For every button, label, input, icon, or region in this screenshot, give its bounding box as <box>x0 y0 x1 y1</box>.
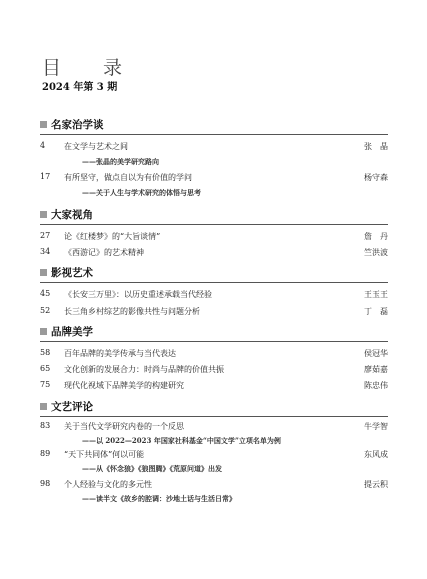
entry-author: 王玉王 <box>364 290 388 299</box>
entry-title: 长三角乡村综艺的影像共性与问题分析 <box>64 307 200 316</box>
section-wenyi <box>40 399 388 503</box>
toc-entry[interactable] <box>40 289 388 303</box>
entry-author: 丁 磊 <box>364 307 388 316</box>
toc-entry[interactable] <box>40 421 388 435</box>
entry-author: 提云积 <box>364 480 388 489</box>
toc-entry[interactable] <box>40 380 388 394</box>
section-dajia <box>40 207 388 257</box>
entry-page: 83 <box>40 421 51 430</box>
entry-author: 东风成 <box>364 450 388 459</box>
entry-page: 45 <box>40 289 51 298</box>
section-heading: 文艺评论 <box>51 401 93 413</box>
entry-title: 关于当代文学研究内卷的一个反思 <box>64 422 184 431</box>
entry-title: 文化创新的发展合力：时尚与品牌的价值共振 <box>64 365 224 374</box>
entry-author: 竺洪波 <box>364 248 388 257</box>
entry-page: 65 <box>40 364 51 373</box>
section-heading: 名家治学谈 <box>51 119 104 131</box>
section-mingjia <box>40 117 388 197</box>
section-yingshi <box>40 265 388 316</box>
entry-author: 陈忠伟 <box>364 381 388 390</box>
entry-author: 张 晶 <box>364 142 388 151</box>
entry-subtitle: ——从《怀念狼》《狼图腾》《荒原问道》出发 <box>82 464 222 473</box>
entry-author: 廖茹嘉 <box>364 365 388 374</box>
toc-entry[interactable] <box>40 141 388 155</box>
section-divider <box>40 134 388 135</box>
toc-entry[interactable] <box>40 172 388 186</box>
entry-author: 杨守森 <box>364 173 388 182</box>
toc-entry[interactable] <box>40 348 388 362</box>
toc-entry[interactable] <box>40 231 388 245</box>
section-heading: 影视艺术 <box>51 267 93 279</box>
section-divider <box>40 416 388 417</box>
entry-subtitle: ——关于人生与学术研究的体悟与思考 <box>82 188 201 197</box>
entry-page: 27 <box>40 231 51 240</box>
entry-author: 牛学智 <box>364 422 388 431</box>
section-heading: 品牌美学 <box>51 326 93 338</box>
section-marker-icon <box>40 121 47 128</box>
entry-page: 75 <box>40 380 51 389</box>
entry-title: 《长安三万里》：以历史重述承载当代经验 <box>64 290 212 299</box>
section-pinpai <box>40 324 388 390</box>
entry-title: 个人经验与文化的多元性 <box>64 480 152 489</box>
section-marker-icon <box>40 269 47 276</box>
section-marker-icon <box>40 328 47 335</box>
section-divider <box>40 341 388 342</box>
entry-subtitle: ——读半文《故乡的腔调：沙地土话与生活日常》 <box>82 494 236 503</box>
section-marker-icon <box>40 403 47 410</box>
entry-title: “天下共同体”何以可能 <box>64 450 145 459</box>
entry-page: 98 <box>40 479 51 488</box>
entry-title: 有所坚守，做点自以为有价值的学问 <box>64 173 192 182</box>
toc-entry[interactable] <box>40 364 388 378</box>
entry-page: 4 <box>40 141 46 150</box>
toc-entry[interactable] <box>40 479 388 493</box>
entry-title: 百年品牌的美学传承与当代表达 <box>64 349 176 358</box>
section-divider <box>40 224 388 225</box>
toc-entry[interactable] <box>40 247 388 261</box>
entry-title: 在文学与艺术之间 <box>64 142 128 151</box>
entry-title: 《西游记》的艺术精神 <box>64 248 144 257</box>
section-marker-icon <box>40 211 47 218</box>
entry-page: 17 <box>40 172 51 181</box>
entry-subtitle: ——张晶的美学研究路向 <box>82 157 159 166</box>
entry-title: 现代化视域下品牌美学的构建研究 <box>64 381 184 390</box>
entry-page: 34 <box>40 247 51 256</box>
entry-title: 论《红楼梦》的“大旨谈情” <box>64 232 161 241</box>
entry-page: 58 <box>40 348 51 357</box>
entry-page: 52 <box>40 306 51 315</box>
entry-subtitle: ——以 2022—2023 年国家社科基金“中国文学”立项名单为例 <box>82 436 281 445</box>
page-title: 目 录 <box>42 57 141 79</box>
entry-page: 89 <box>40 449 51 458</box>
toc-entry[interactable] <box>40 306 388 320</box>
section-heading: 大家视角 <box>51 209 93 221</box>
section-divider <box>40 282 388 283</box>
toc-entry[interactable] <box>40 449 388 463</box>
entry-author: 詹 丹 <box>364 232 388 241</box>
issue-label: 2024 年第 3 期 <box>42 82 118 93</box>
entry-author: 侯冠华 <box>364 349 388 358</box>
